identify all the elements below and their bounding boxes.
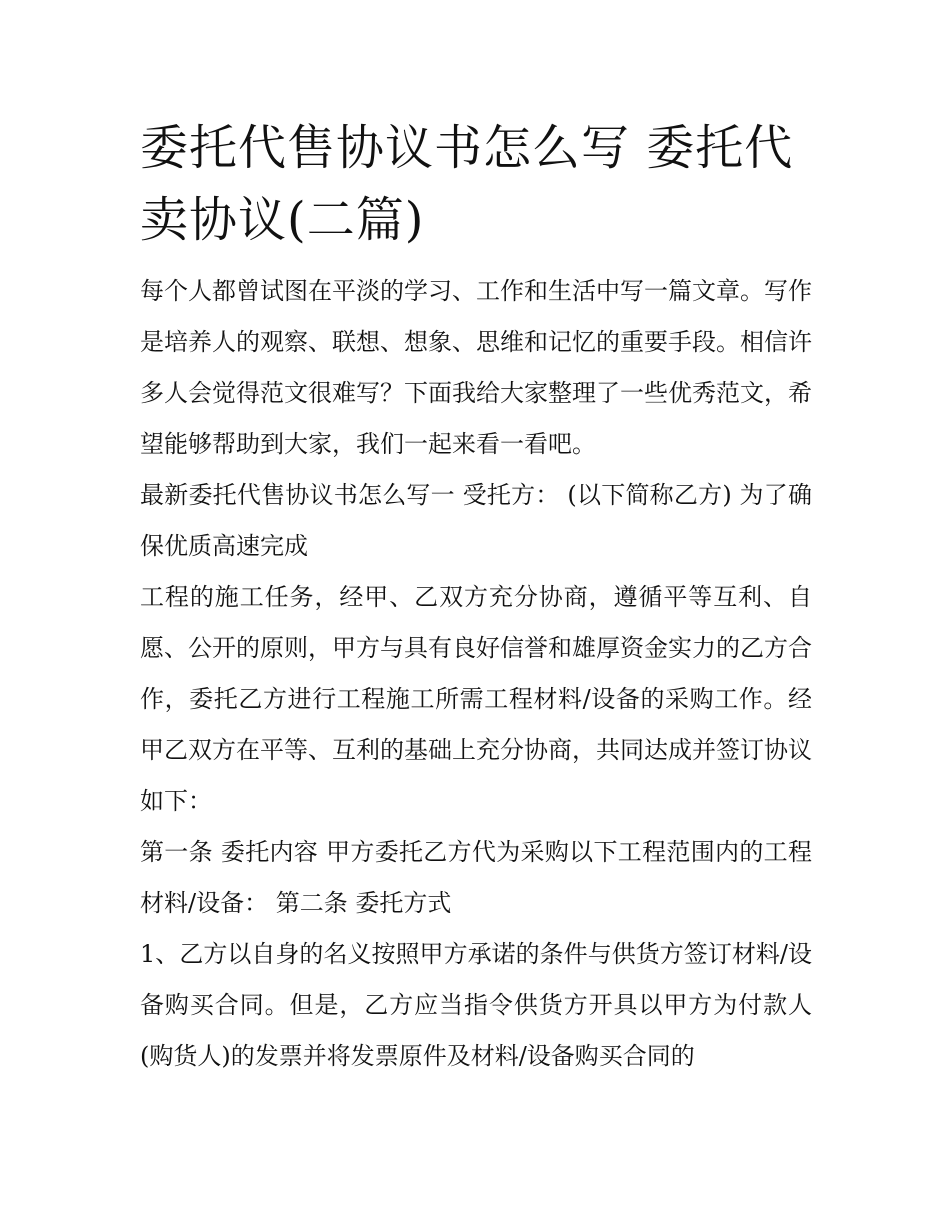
agreement-purpose-paragraph: 工程的施工任务，经甲、乙双方充分协商，遵循平等互利、自愿、公开的原则，甲方与具有良好信誉和雄厚资金实力的乙方合作，委托乙方进行工程施工所需工程材料/设备的采购工作。经甲乙双方在平等、互利的基础上充分协商，共同达成并签订协议如下：	[140, 583, 812, 815]
intro-paragraph: 每个人都曾试图在平淡的学习、工作和生活中写一篇文章。写作是培养人的观察、联想、想象、思维和记忆的重要手段。相信许多人会觉得范文很难写？下面我给大家整理了一些优秀范文，希望能够帮助到大家，我们一起来看一看吧。	[140, 277, 812, 458]
agreement-opening-paragraph: 最新委托代售协议书怎么写一 受托方： (以下简称乙方) 为了确保优质高速完成	[140, 481, 812, 560]
article-one-paragraph: 第一条 委托内容 甲方委托乙方代为采购以下工程范围内的工程材料/设备： 第二条 委托方式	[140, 838, 812, 917]
clause-one-paragraph: 1、乙方以自身的名义按照甲方承诺的条件与供货方签订材料/设备购买合同。但是，乙方应当指令供货方开具以甲方为付款人(购货人)的发票并将发票原件及材料/设备购买合同的	[140, 940, 812, 1070]
document-page	[140, 112, 812, 1082]
document-title: 委托代售协议书怎么写 委托代卖协议(二篇)	[140, 120, 794, 248]
